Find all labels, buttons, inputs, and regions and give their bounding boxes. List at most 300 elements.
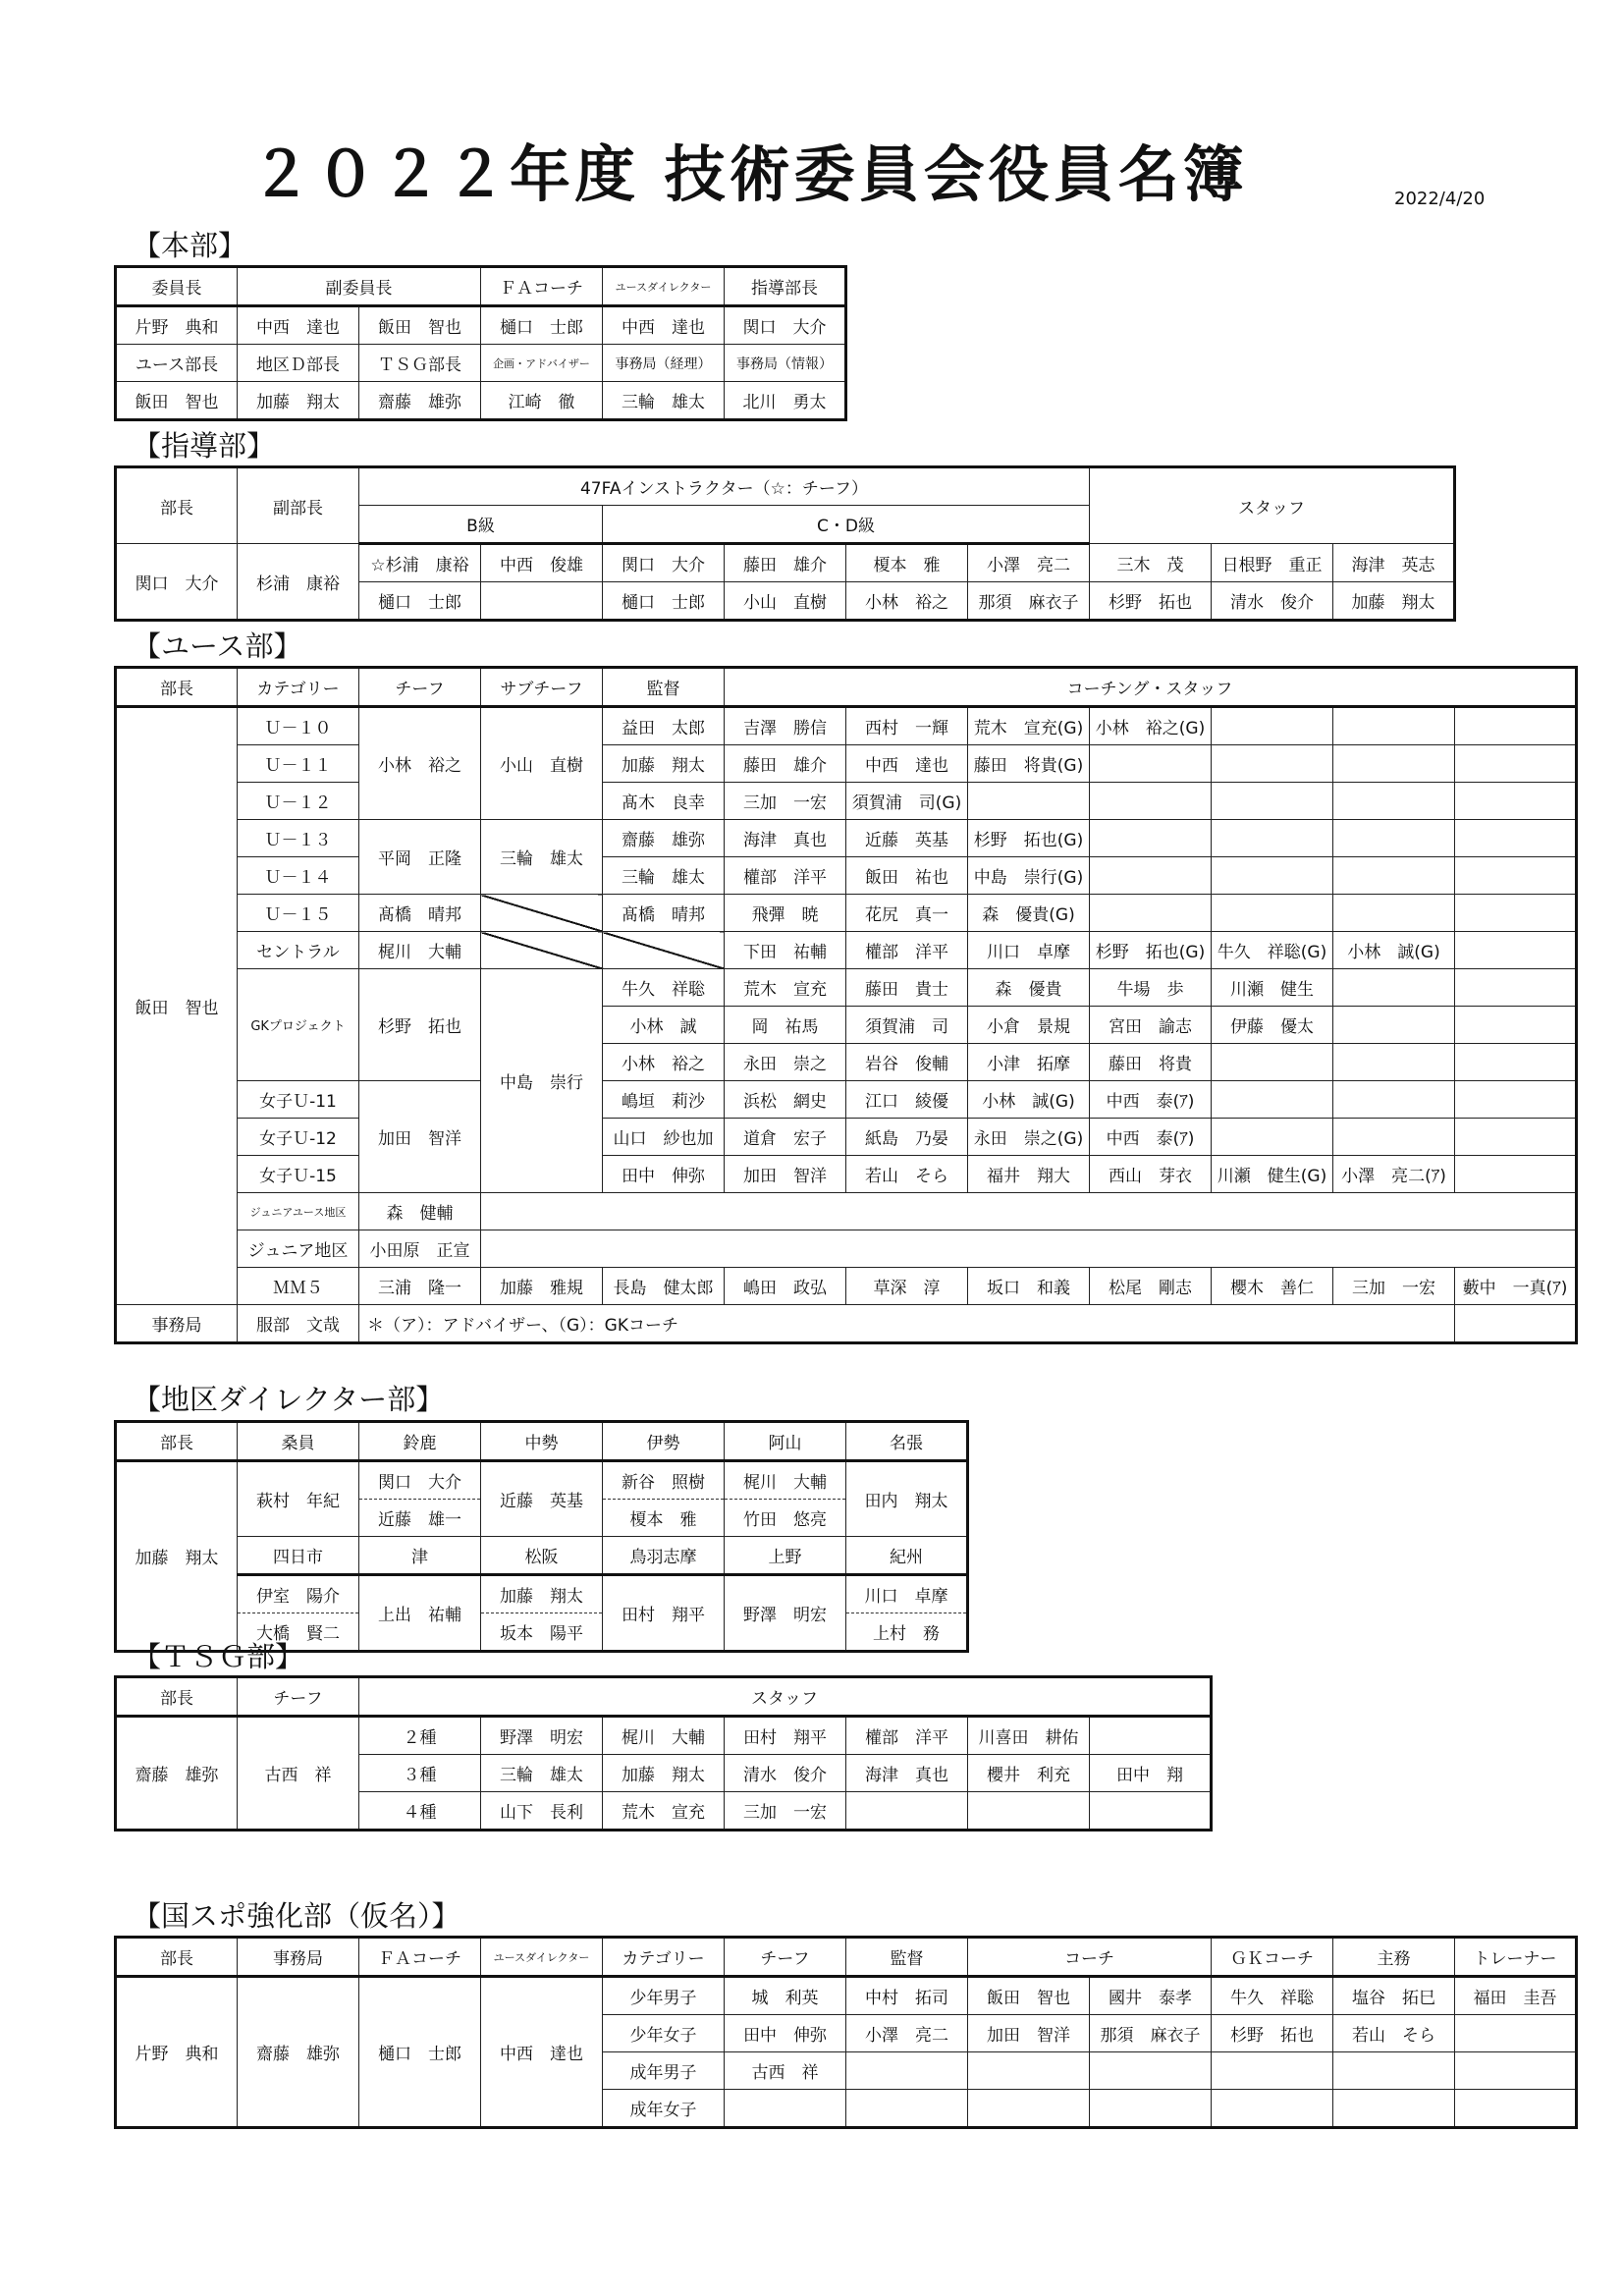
youth-mm5-staff: 坂口 和義 [968,1268,1090,1305]
youth-staff [1455,969,1577,1007]
kokusupo-header: 主務 [1333,1938,1455,1977]
youth-staff: 小林 誠(G) [968,1081,1090,1119]
chiku-cell: 関口 大介 [359,1461,481,1500]
honbu-cell: 加藤 翔太 [238,382,359,420]
youth-staff: 下田 祐輔 [725,932,846,969]
kokusupo-cell [1212,2090,1333,2128]
youth-blank-row [481,1193,1577,1230]
chiku-cell: 梶川 大輔 [725,1461,846,1500]
honbu-header: ＴＳＧ部長 [359,345,481,382]
chiku-header: 伊勢 [603,1422,725,1461]
youth-staff [1212,1081,1333,1119]
kokusupo-cell: 成年男子 [603,2052,725,2090]
honbu-header: 地区Ｄ部長 [238,345,359,382]
tsg-table [114,1675,1213,1831]
youth-staff: 三加 一宏 [725,783,846,820]
youth-mm5-staff: 藪中 一真(ｱ) [1455,1268,1577,1305]
youth-header: カテゴリー [238,668,359,707]
youth-staff [1333,1044,1455,1081]
youth-chief: 小林 裕之 [359,707,481,820]
youth-staff [1333,745,1455,783]
youth-staff: 吉澤 勝信 [725,707,846,745]
youth-staff: 福井 翔大 [968,1156,1090,1193]
youth-staff: 紙島 乃晏 [846,1119,968,1156]
kokusupo-cell: 加田 智洋 [968,2015,1090,2052]
chiku-bucho: 加藤 翔太 [116,1461,238,1652]
kokusupo-cell: 中村 拓司 [846,1977,968,2015]
youth-chief: 加田 智洋 [359,1081,481,1193]
youth-chief: 平岡 正隆 [359,820,481,895]
kokusupo-fa: 樋口 士郎 [359,1977,481,2128]
youth-mm5-staff: 櫻木 善仁 [1212,1268,1333,1305]
shido-cell: 海津 英志 [1333,544,1455,582]
youth-staff [1333,895,1455,932]
youth-staff [1333,1007,1455,1044]
shido-cell: 樋口 士郎 [359,582,481,621]
youth-subchief: 中島 崇行 [481,969,603,1193]
youth-staff [1455,895,1577,932]
chiku-header: 津 [359,1537,481,1575]
youth-staff: 宮田 諭志 [1090,1007,1212,1044]
youth-staff: 權部 洋平 [725,857,846,895]
tsg-cell [846,1792,968,1831]
youth-category: 女子Ｕ-15 [238,1156,359,1193]
shido-cell: ☆杉浦 康裕 [359,544,481,582]
chiku-cell: 上出 祐輔 [359,1575,481,1652]
youth-staff: 藤田 貴士 [846,969,968,1007]
honbu-header: 企画・アドバイザー [481,345,603,382]
shido-header: スタッフ [1090,467,1455,544]
kokusupo-cell [1455,2052,1577,2090]
kokusupo-header: ユースダイレクター [481,1938,603,1977]
youth-kantoku: 田中 伸弥 [603,1156,725,1193]
honbu-header: 副委員長 [238,267,481,306]
tsg-cell: 田中 翔 [1090,1755,1212,1792]
tsg-cell: 清水 俊介 [725,1755,846,1792]
kokusupo-cell: 小澤 亮二 [846,2015,968,2052]
shido-header: B級 [359,506,603,544]
youth-chief: 森 健輔 [359,1193,481,1230]
kokusupo-header: 監督 [846,1938,968,1977]
page-title: ２０２２年度 技術委員会役員名簿 [250,138,1248,210]
honbu-cell: 片野 典和 [116,306,238,345]
shido-cell: 小林 裕之 [846,582,968,621]
chiku-header: 部長 [116,1422,238,1461]
kokusupo-cell: 城 利英 [725,1977,846,2015]
shido-cell: 藤田 雄介 [725,544,846,582]
shido-fukubucho: 杉浦 康裕 [238,544,359,621]
chiku-header: 鈴鹿 [359,1422,481,1461]
youth-kantoku: 山口 紗也加 [603,1119,725,1156]
youth-staff [1333,1081,1455,1119]
kokusupo-cell: 少年女子 [603,2015,725,2052]
youth-staff: 花尻 真一 [846,895,968,932]
youth-staff: 森 優貴(G) [968,895,1090,932]
youth-subchief-empty [481,932,603,969]
youth-staff: 杉野 拓也(G) [1090,932,1212,969]
youth-mm5-staff: 三加 一宏 [1333,1268,1455,1305]
chiku-header: 中勢 [481,1422,603,1461]
kokusupo-header: トレーナー [1455,1938,1577,1977]
tsg-cell: 川喜田 耕佑 [968,1717,1090,1755]
shido-cell: 三木 茂 [1090,544,1212,582]
shido-cell: 小山 直樹 [725,582,846,621]
youth-staff [1212,895,1333,932]
tsg-cell: 梶川 大輔 [603,1717,725,1755]
kokusupo-cell [846,2052,968,2090]
youth-category: セントラル [238,932,359,969]
youth-staff [1212,745,1333,783]
kokusupo-cell: 那須 麻衣子 [1090,2015,1212,2052]
shido-cell: 日根野 重正 [1212,544,1333,582]
kokusupo-header: 部長 [116,1938,238,1977]
youth-staff: 永田 崇之(G) [968,1119,1090,1156]
youth-staff: 西村 一輝 [846,707,968,745]
kokusupo-cell: 成年女子 [603,2090,725,2128]
youth-staff: 荒木 宣充 [725,969,846,1007]
youth-chief: 服部 文哉 [238,1305,359,1343]
youth-category: 女子Ｕ-11 [238,1081,359,1119]
kokusupo-cell [1090,2052,1212,2090]
youth-header: サブチーフ [481,668,603,707]
shido-cell: 関口 大介 [603,544,725,582]
youth-staff: 道倉 宏子 [725,1119,846,1156]
youth-staff [1455,1044,1577,1081]
chiku-cell: 坂本 陽平 [481,1613,603,1652]
youth-category: ジュニアユース地区 [238,1193,359,1230]
youth-mm5-staff: 嶋田 政弘 [725,1268,846,1305]
honbu-table [114,265,847,421]
youth-note: ＊（ア）：アドバイザー、（G）：GKコーチ [359,1305,1455,1343]
youth-staff: 小津 拓摩 [968,1044,1090,1081]
shido-cell: 小澤 亮二 [968,544,1090,582]
youth-staff [1455,783,1577,820]
youth-staff: 川口 卓摩 [968,932,1090,969]
tsg-cell: ４種 [359,1792,481,1831]
youth-staff: 川瀬 健生(G) [1212,1156,1333,1193]
chiku-cell: 田内 翔太 [846,1461,968,1537]
youth-staff: 小林 誠(G) [1333,932,1455,969]
youth-staff: 加田 智洋 [725,1156,846,1193]
kokusupo-cell [1090,2090,1212,2128]
youth-blank-row [481,1230,1577,1268]
kokusupo-cell [846,2090,968,2128]
youth-chief: 髙橋 晴邦 [359,895,481,932]
shido-cell: 加藤 翔太 [1333,582,1455,621]
youth-staff: 權部 洋平 [846,932,968,969]
document-date: 2022/4/20 [1394,189,1486,209]
youth-kantoku: 小林 誠 [603,1007,725,1044]
tsg-cell: 荒木 宣充 [603,1792,725,1831]
youth-kantoku: 小林 裕之 [603,1044,725,1081]
shido-table [114,465,1456,622]
youth-category: 女子Ｕ-12 [238,1119,359,1156]
kokusupo-cell: 杉野 拓也 [1212,2015,1333,2052]
kokusupo-cell: 牛久 祥聡 [1212,1977,1333,2015]
chiku-cell: 近藤 雄一 [359,1500,481,1537]
youth-staff [1455,1081,1577,1119]
honbu-header: 事務局（情報） [725,345,846,382]
kokusupo-header: 事務局 [238,1938,359,1977]
youth-staff: 中島 崇行(G) [968,857,1090,895]
youth-staff [1333,707,1455,745]
shido-cell: 那須 麻衣子 [968,582,1090,621]
kokusupo-header: カテゴリー [603,1938,725,1977]
kokusupo-cell: 若山 そら [1333,2015,1455,2052]
youth-kantoku: 益田 太郎 [603,707,725,745]
youth-staff [1333,969,1455,1007]
youth-header: コーチング・スタッフ [725,668,1577,707]
honbu-cell: 飯田 智也 [359,306,481,345]
youth-chief: 梶川 大輔 [359,932,481,969]
youth-staff [1333,1119,1455,1156]
tsg-cell [1090,1717,1212,1755]
youth-header: 部長 [116,668,238,707]
youth-chief: 杉野 拓也 [359,969,481,1081]
youth-subchief: 小山 直樹 [481,707,603,820]
kokusupo-cell [1333,2090,1455,2128]
shido-cell: 清水 俊介 [1212,582,1333,621]
section-title-honbu: 【本部】 [133,229,247,262]
youth-mm5-staff: 草深 淳 [846,1268,968,1305]
shido-header: 部長 [116,467,238,544]
youth-kantoku: 齋藤 雄弥 [603,820,725,857]
youth-chief: 三浦 隆一 [359,1268,481,1305]
section-title-chiku: 【地区ダイレクター部】 [133,1383,445,1416]
kokusupo-cell: 塩谷 拓巳 [1333,1977,1455,2015]
honbu-header: 指導部長 [725,267,846,306]
youth-staff: 若山 そら [846,1156,968,1193]
youth-kantoku: 加藤 翔太 [603,745,725,783]
kokusupo-bucho: 片野 典和 [116,1977,238,2128]
kokusupo-cell [968,2052,1090,2090]
section-title-shido: 【指導部】 [133,429,276,463]
youth-staff [1090,857,1212,895]
section-title-tsg: 【ＴＳＧ部】 [133,1640,304,1673]
youth-staff [1212,820,1333,857]
youth-staff: 荒木 宣充(G) [968,707,1090,745]
youth-category: Ｕ－１５ [238,895,359,932]
youth-category: Ｕ－１３ [238,820,359,857]
chiku-header: 桑員 [238,1422,359,1461]
youth-staff: 飯田 祐也 [846,857,968,895]
tsg-cell: 櫻井 利充 [968,1755,1090,1792]
tsg-cell [968,1792,1090,1831]
youth-staff: 永田 崇之 [725,1044,846,1081]
kokusupo-header: ＦＡコーチ [359,1938,481,1977]
kokusupo-cell [1455,2015,1577,2052]
chiku-cell: 田村 翔平 [603,1575,725,1652]
chiku-cell: 竹田 悠亮 [725,1500,846,1537]
kokusupo-cell: 國井 泰孝 [1090,1977,1212,2015]
youth-bucho: 飯田 智也 [116,707,238,1305]
honbu-cell: 齋藤 雄弥 [359,382,481,420]
youth-staff [1455,1119,1577,1156]
youth-mm5-staff: 加藤 雅規 [481,1268,603,1305]
honbu-cell: 飯田 智也 [116,382,238,420]
kokusupo-cell: 少年男子 [603,1977,725,2015]
chiku-cell: 新谷 照樹 [603,1461,725,1500]
youth-staff: 中西 達也 [846,745,968,783]
kokusupo-header: ＧＫコーチ [1212,1938,1333,1977]
kokusupo-cell [1455,2090,1577,2128]
kokusupo-cell [1333,2052,1455,2090]
youth-category: ジュニア地区 [238,1230,359,1268]
youth-chief: 小田原 正宣 [359,1230,481,1268]
youth-staff: 飛彈 暁 [725,895,846,932]
youth-staff [1212,783,1333,820]
tsg-bucho: 齋藤 雄弥 [116,1717,238,1831]
chiku-cell: 伊室 陽介 [238,1575,359,1613]
youth-subchief: 三輪 雄太 [481,820,603,895]
youth-staff [1212,1044,1333,1081]
kokusupo-cell: 古西 祥 [725,2052,846,2090]
kokusupo-cell [725,2090,846,2128]
chiku-cell: 榎本 雅 [603,1500,725,1537]
kokusupo-table [114,1936,1578,2129]
youth-kantoku: 髙橋 晴邦 [603,895,725,932]
youth-staff: 藤田 将貴 [1090,1044,1212,1081]
youth-staff [1455,1007,1577,1044]
honbu-cell: 三輪 雄太 [603,382,725,420]
kokusupo-jimu: 齋藤 雄弥 [238,1977,359,2128]
shido-cell [481,582,603,621]
youth-kantoku-empty [603,932,725,969]
youth-staff [1333,857,1455,895]
youth-staff [1212,857,1333,895]
youth-staff [1455,857,1577,895]
youth-category: Ｕ－１０ [238,707,359,745]
youth-staff: 浜松 網史 [725,1081,846,1119]
youth-kantoku: 牛久 祥聡 [603,969,725,1007]
honbu-header: 委員長 [116,267,238,306]
youth-staff: 須賀浦 司(G) [846,783,968,820]
kokusupo-cell [1212,2052,1333,2090]
chiku-cell: 加藤 翔太 [481,1575,603,1613]
youth-staff [1333,783,1455,820]
youth-category: ＭＭ５ [238,1268,359,1305]
youth-staff: 海津 真也 [725,820,846,857]
youth-mm5-staff: 松尾 剛志 [1090,1268,1212,1305]
tsg-cell: 三加 一宏 [725,1792,846,1831]
youth-staff [1455,745,1577,783]
chiku-table [114,1420,969,1653]
youth-table [114,666,1578,1344]
youth-category: Ｕ－１４ [238,857,359,895]
honbu-cell: 中西 達也 [238,306,359,345]
youth-staff [1455,707,1577,745]
honbu-cell: 江崎 徹 [481,382,603,420]
chiku-header: 四日市 [238,1537,359,1575]
youth-staff [1333,820,1455,857]
kokusupo-cell [968,2090,1090,2128]
kokusupo-cell: 福田 圭吾 [1455,1977,1577,2015]
youth-staff [1455,932,1577,969]
kokusupo-cell: 飯田 智也 [968,1977,1090,2015]
chiku-header: 松阪 [481,1537,603,1575]
youth-staff: 杉野 拓也(G) [968,820,1090,857]
tsg-cell: 田村 翔平 [725,1717,846,1755]
youth-staff [1090,820,1212,857]
kokusupo-header: チーフ [725,1938,846,1977]
youth-staff [968,783,1090,820]
youth-staff: 小澤 亮二(ｱ) [1333,1156,1455,1193]
youth-staff: 藤田 雄介 [725,745,846,783]
youth-staff: 岩谷 俊輔 [846,1044,968,1081]
tsg-cell: 野澤 明宏 [481,1717,603,1755]
shido-header: 副部長 [238,467,359,544]
shido-cell: 中西 俊雄 [481,544,603,582]
honbu-cell: 中西 達也 [603,306,725,345]
chiku-cell: 野澤 明宏 [725,1575,846,1652]
tsg-cell: 權部 洋平 [846,1717,968,1755]
youth-staff: 藤田 将貴(G) [968,745,1090,783]
tsg-cell: 加藤 翔太 [603,1755,725,1792]
chiku-cell: 近藤 英基 [481,1461,603,1537]
youth-staff [1212,1119,1333,1156]
youth-subchief-empty [481,895,603,932]
honbu-header: 事務局（経理） [603,345,725,382]
youth-staff: 中西 泰(ｱ) [1090,1119,1212,1156]
tsg-cell: ２種 [359,1717,481,1755]
youth-header: チーフ [359,668,481,707]
youth-category: 事務局 [116,1305,238,1343]
youth-staff: 川瀬 健生 [1212,969,1333,1007]
tsg-chief: 古西 祥 [238,1717,359,1831]
honbu-cell: 関口 大介 [725,306,846,345]
youth-staff [1455,1156,1577,1193]
youth-staff: 牛場 歩 [1090,969,1212,1007]
shido-header: C・D級 [603,506,1090,544]
shido-bucho: 関口 大介 [116,544,238,621]
tsg-cell [1090,1792,1212,1831]
youth-staff: 須賀浦 司 [846,1007,968,1044]
youth-kantoku: 三輪 雄太 [603,857,725,895]
chiku-cell: 上村 務 [846,1613,968,1652]
youth-staff: 森 優貴 [968,969,1090,1007]
chiku-cell: 大橋 賢二 [238,1613,359,1652]
youth-mm5-staff: 長島 健太郎 [603,1268,725,1305]
youth-staff [1090,895,1212,932]
chiku-header: 鳥羽志摩 [603,1537,725,1575]
youth-staff: 中西 泰(ｱ) [1090,1081,1212,1119]
kokusupo-header: コーチ [968,1938,1212,1977]
youth-staff: 小林 裕之(G) [1090,707,1212,745]
youth-staff [1455,820,1577,857]
youth-kantoku: 髙木 良幸 [603,783,725,820]
shido-cell: 樋口 士郎 [603,582,725,621]
youth-category: Ｕ－１１ [238,745,359,783]
honbu-header: ＦＡコーチ [481,267,603,306]
tsg-header: チーフ [238,1677,359,1717]
shido-cell: 榎本 雅 [846,544,968,582]
tsg-cell: 三輪 雄太 [481,1755,603,1792]
honbu-header: ユースダイレクター [603,267,725,306]
youth-staff: 近藤 英基 [846,820,968,857]
section-title-youth: 【ユース部】 [133,629,302,663]
shido-header: 47FAインストラクター（☆：チーフ） [359,467,1090,506]
youth-kantoku: 嶋垣 莉沙 [603,1081,725,1119]
kokusupo-yd: 中西 達也 [481,1977,603,2128]
chiku-cell: 萩村 年紀 [238,1461,359,1537]
youth-category: GKプロジェクト [238,969,359,1081]
tsg-header: 部長 [116,1677,238,1717]
chiku-cell: 川口 卓摩 [846,1575,968,1613]
tsg-header: スタッフ [359,1677,1212,1717]
section-title-kokusupo: 【国スポ強化部（仮名）】 [133,1899,460,1933]
youth-staff [1090,783,1212,820]
shido-cell: 杉野 拓也 [1090,582,1212,621]
